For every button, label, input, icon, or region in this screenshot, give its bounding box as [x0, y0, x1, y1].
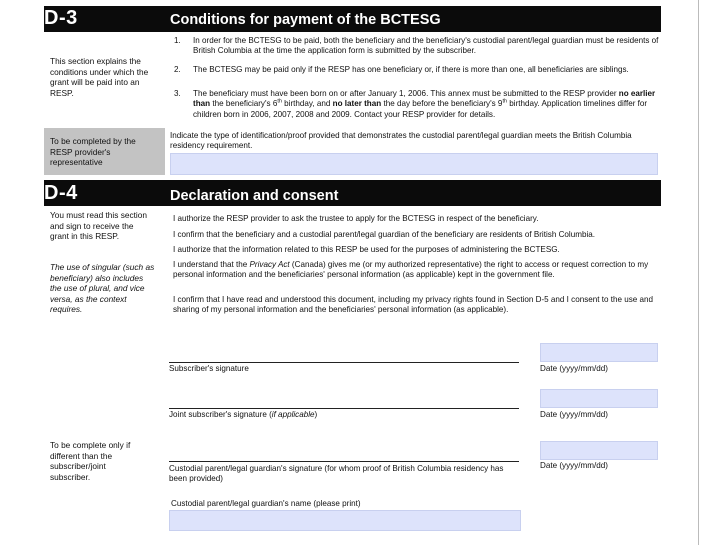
guardian-date-field[interactable]: [540, 441, 658, 460]
condition-text: In order for the BCTESG to be paid, both the beneficiary and the beneficiary's custodial parent/legal guardian must be residents of British Columbia at the time the application form is submitted by the subscriber.: [193, 36, 659, 56]
condition-number: 1.: [174, 36, 181, 45]
consent-statement: I confirm that I have read and understood this document, including my privacy rights found in Section D-5 and I consent to the use and sharing of my personal information and the beneficiaries' personal information (as applicable).: [173, 295, 654, 315]
d4-section-title: Declaration and consent: [170, 188, 339, 204]
provider-instruction: Indicate the type of identification/proof provided that demonstrates the custodial parent/legal guardian meets the British Columbia residency requirement.: [170, 131, 632, 151]
date-label: Date (yyyy/mm/dd): [540, 461, 608, 470]
declaration-statement-1: I authorize the RESP provider to ask the trustee to apply for the BCTESG in respect of the beneficiary.: [173, 214, 539, 223]
joint-date-field[interactable]: [540, 389, 658, 408]
residency-proof-field[interactable]: [170, 153, 658, 175]
condition-item-1: [174, 36, 662, 56]
declaration-statement-3: I authorize that the information related to this RESP be used for the purposes of administering the BCTESG.: [173, 245, 560, 254]
d4-header-bar: [44, 180, 661, 206]
date-label: Date (yyyy/mm/dd): [540, 364, 608, 373]
guardian-condition-note: To be complete only if different than the subscriber/joint subscriber.: [50, 440, 131, 482]
page-edge: [698, 0, 704, 545]
condition-text: The BCTESG may be paid only if the RESP has one beneficiary or, if there is more than one, all beneficiaries are siblings.: [193, 65, 629, 74]
guardian-signature-label: Custodial parent/legal guardian's signature (for whom proof of British Columbia residency has been provided): [169, 464, 504, 484]
date-label: Date (yyyy/mm/dd): [540, 410, 608, 419]
condition-number: 2.: [174, 65, 181, 74]
provider-label-box: [44, 128, 165, 175]
d3-conditions-list: [174, 36, 662, 126]
declaration-statement-2: I confirm that the beneficiary and a custodial parent/legal guardian of the beneficiary are residents of British Columbia.: [173, 230, 596, 239]
d4-singular-note: The use of singular (such as beneficiary) also includes the use of plural, and vice versa, as the context requires.: [50, 262, 155, 315]
guardian-name-label: Custodial parent/legal guardian's name (please print): [171, 499, 361, 508]
d4-instruction: You must read this section and sign to receive the grant in this RESP.: [50, 210, 148, 242]
subscriber-signature-line[interactable]: [169, 362, 519, 363]
joint-signature-label: Joint subscriber's signature (if applicable): [169, 410, 318, 419]
joint-signature-line[interactable]: [169, 408, 519, 409]
provider-label: To be completed by the RESP provider's representative: [50, 136, 136, 168]
d3-section-id: D-3: [44, 7, 78, 29]
condition-text: The beneficiary must have been born on or after January 1, 2006. This annex must be submitted to the RESP provider no earlier than the beneficiary's 6th birthday, and no later than the day before the beneficiary's 9th birthday. Application timelines differ for children born in 2006, 2007, 2008 and 2009. Contact your RESP provider for details.: [193, 89, 656, 119]
guardian-name-field[interactable]: [169, 510, 521, 531]
d3-explanation: This section explains the conditions under which the grant will be paid into an RESP.: [50, 56, 149, 98]
condition-item-2: [174, 65, 662, 75]
guardian-signature-line[interactable]: [169, 461, 519, 462]
privacy-statement: I understand that the Privacy Act (Canada) gives me (or my authorized representative) the right to access or request correction to my personal information and the beneficiaries' personal information (as applicable) kept in the government file.: [173, 260, 649, 280]
subscriber-date-field[interactable]: [540, 343, 658, 362]
condition-number: 3.: [174, 89, 181, 98]
d3-header-bar: [44, 6, 661, 32]
condition-item-3: [174, 89, 662, 119]
subscriber-signature-label: Subscriber's signature: [169, 364, 249, 373]
d3-section-title: Conditions for payment of the BCTESG: [170, 12, 441, 28]
d4-section-id: D-4: [44, 182, 78, 204]
